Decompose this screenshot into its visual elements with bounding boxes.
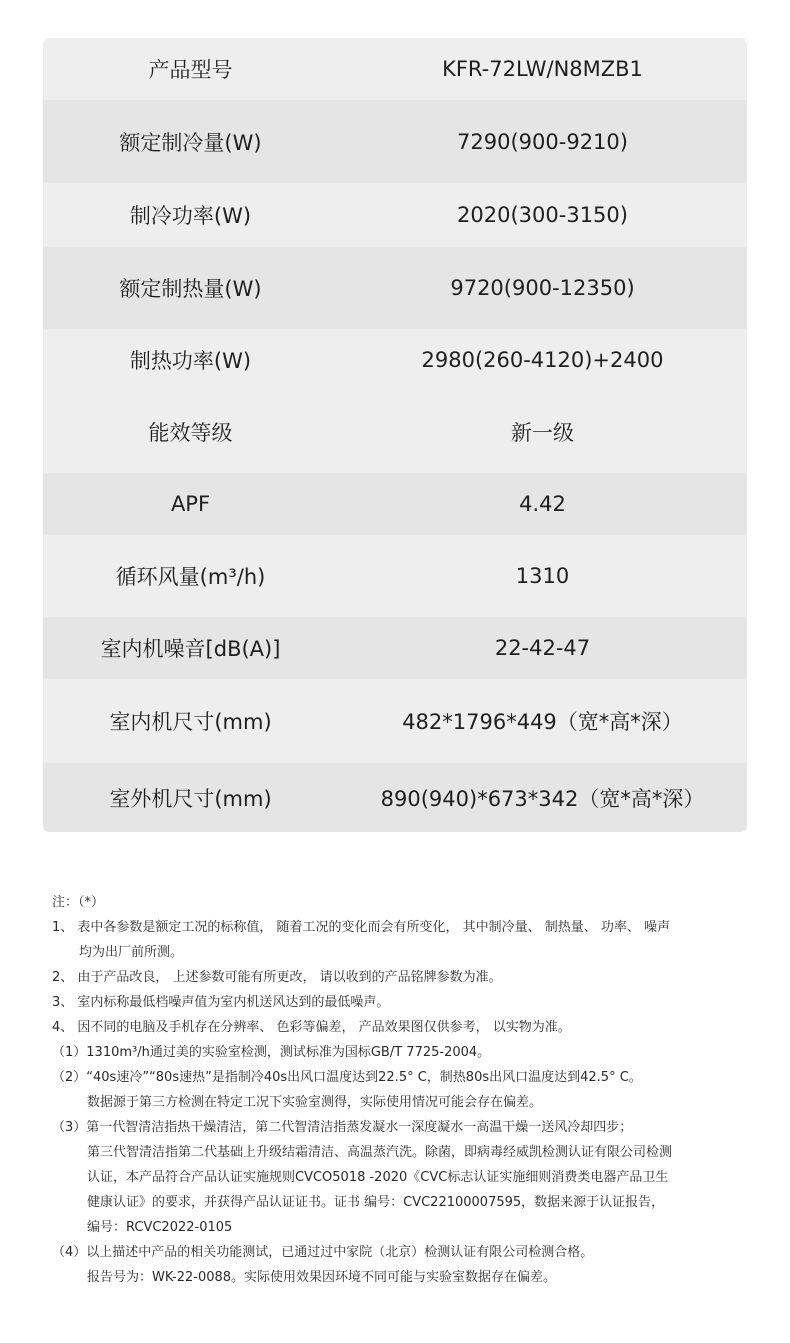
spec-label: 能效等级 [148, 421, 233, 445]
spec-value: 2980(260-4120)+2400 [421, 348, 664, 372]
spec-value: 1310 [515, 564, 570, 588]
spec-row-model [43, 38, 747, 100]
spec-row-apf [43, 473, 747, 535]
footnotes [52, 890, 742, 1290]
note-item: 健康认证》的要求，并获得产品认证证书。证书 编号：CVC22100007595，数据来源于认证报告， [87, 1195, 665, 1210]
spec-value: 7290(900-9210) [457, 129, 628, 154]
spec-row-outdoor-size [43, 763, 747, 832]
note-item: 均为出厂前所测。 [79, 945, 184, 960]
note-item: （1）1310m³/h通过美的实验室检测，测试标准为国标GB/T 7725-2004。 [52, 1045, 491, 1060]
spec-table [43, 38, 747, 832]
note-item: （3）第一代智清洁指热干燥清洁，第二代智清洁指蒸发凝水一深度凝水一高温干燥一送风冷却四步； [52, 1120, 633, 1135]
notes-heading: 注：（*） [52, 895, 105, 910]
spec-row-cooling-capacity [43, 100, 747, 183]
note-item: （4）以上描述中产品的相关功能测试，已通过过中家院（北京）检测认证有限公司检测合格。 [52, 1245, 594, 1260]
note-item: 认证，本产品符合产品认证实施规则CVCO5018 -2020《CVC标志认证实施细则消费类电器产品卫生 [87, 1170, 669, 1185]
note-item: （2）“40s速冷”“80s速热”是指制冷40s出风口温度达到22.5° C，制热80s出风口温度达到42.5° C。 [52, 1070, 642, 1085]
note-item: 4、 因不同的电脑及手机存在分辨率、 色彩等偏差， 产品效果图仅供参考， 以实物为准。 [52, 1020, 571, 1035]
spec-label: 室内机尺寸(mm) [109, 710, 272, 734]
spec-value: 22-42-47 [494, 636, 591, 660]
spec-value: 2020(300-3150) [457, 203, 628, 227]
note-item: 第三代智清洁指第二代基础上升级结霜清洁、高温蒸汽洗。除菌，即病毒经威凯检测认证有限公司检测 [87, 1145, 673, 1160]
spec-label: 额定制热量(W) [119, 277, 262, 301]
spec-value: 4.42 [519, 492, 566, 516]
spec-label: APF [170, 492, 211, 516]
spec-label: 制冷功率(W) [129, 204, 252, 228]
spec-value: 新一级 [511, 421, 574, 445]
spec-label: 额定制冷量(W) [119, 130, 262, 155]
spec-value: 482*1796*449（宽*高*深） [402, 710, 683, 734]
spec-value: 890(940)*673*342（宽*高*深） [380, 786, 705, 811]
spec-label: 制热功率(W) [129, 349, 252, 373]
note-item: 报告号为：WK-22-0088。实际使用效果因环境不同可能与实验室数据存在偏差。 [87, 1270, 557, 1285]
note-item: 3、 室内标称最低档噪声值为室内机送风达到的最低噪声。 [52, 995, 390, 1010]
spec-row-efficiency-grade [43, 391, 747, 473]
note-item: 编号：RCVC2022-0105 [87, 1220, 233, 1235]
spec-label: 室内机噪音[dB(A)] [100, 637, 281, 661]
spec-row-airflow [43, 535, 747, 617]
spec-label: 循环风量(m³/h) [115, 565, 266, 589]
spec-row-indoor-noise [43, 617, 747, 679]
spec-label: 室外机尺寸(mm) [109, 786, 272, 811]
spec-row-heating-power [43, 329, 747, 391]
spec-value: 9720(900-12350) [450, 276, 635, 300]
spec-row-indoor-size [43, 679, 747, 763]
spec-value: KFR-72LW/N8MZB1 [442, 57, 643, 81]
note-item: 数据源于第三方检测在特定工况下实验室测得，实际使用情况可能会存在偏差。 [87, 1095, 543, 1110]
spec-row-heating-capacity [43, 247, 747, 329]
note-item: 2、 由于产品改良， 上述参数可能有所更改， 请以收到的产品铭牌参数为准。 [52, 970, 502, 985]
note-item: 1、 表中各参数是额定工况的标称值， 随着工况的变化而会有所变化， 其中制冷量、 制热量、 功率、 噪声 [52, 920, 671, 935]
spec-label: 产品型号 [148, 58, 233, 82]
spec-row-cooling-power [43, 183, 747, 247]
